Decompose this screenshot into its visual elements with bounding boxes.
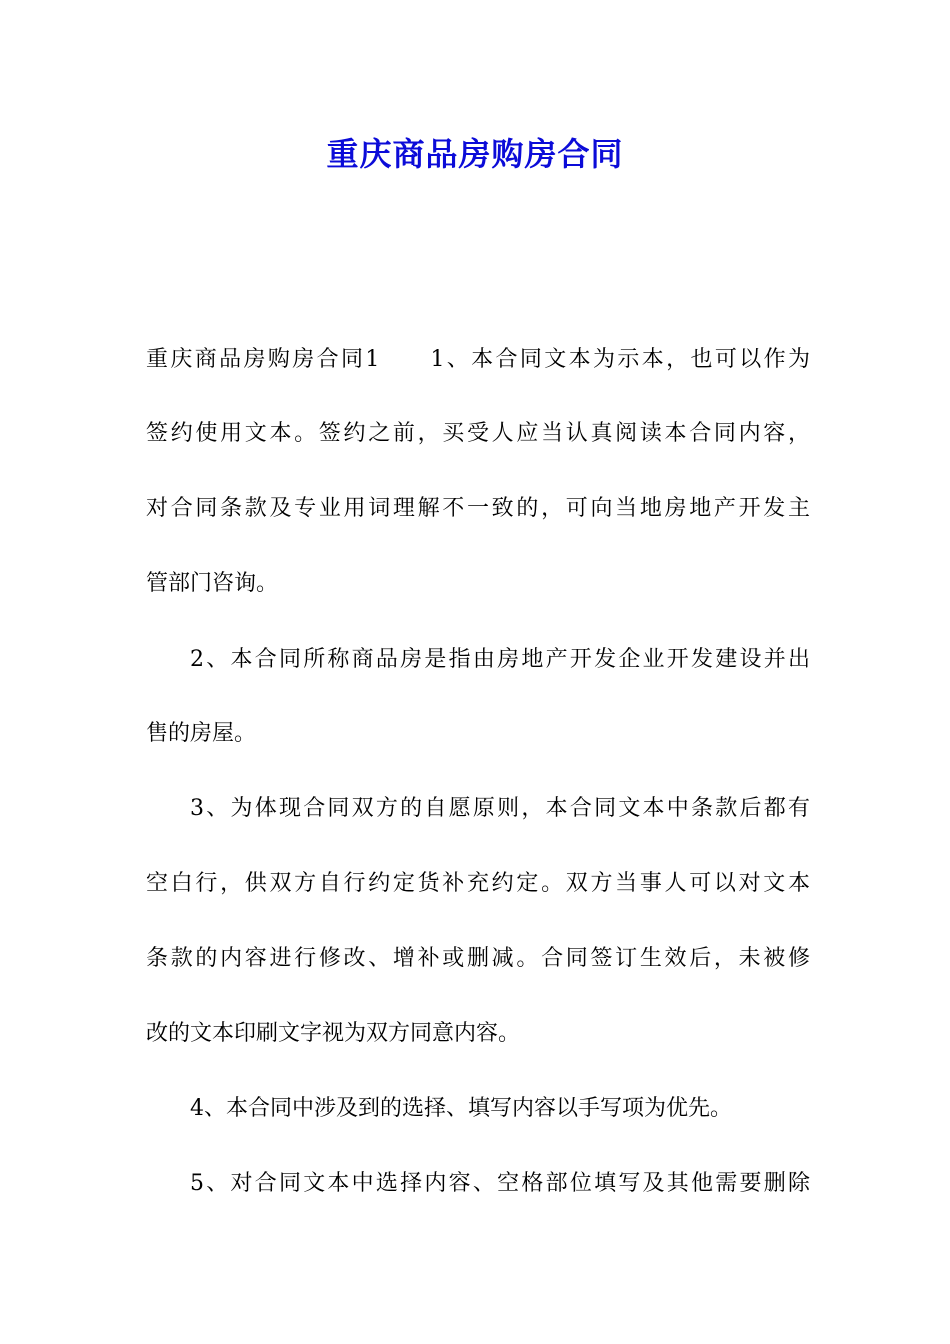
paragraph-3-line-1: 3、为体现合同双方的自愿原则，本合同文本中条款后都有 — [190, 796, 810, 821]
paragraph-1-line-1: 重庆商品房购房合同1 1、本合同文本为示本，也可以作为 — [146, 347, 810, 372]
paragraph-4-line-1: 4、本合同中涉及到的选择、填写内容以手写项为优先。 — [190, 1096, 732, 1121]
paragraph-1-line-2: 签约使用文本。签约之前，买受人应当认真阅读本合同内容， — [146, 421, 810, 446]
paragraph-3-line-3: 条款的内容进行修改、增补或删减。合同签订生效后，未被修 — [146, 946, 810, 971]
document-title: 重庆商品房购房合同 — [326, 135, 624, 173]
paragraph-3-line-4: 改的文本印刷文字视为双方同意内容。 — [146, 1021, 521, 1046]
paragraph-3-line-2: 空白行，供双方自行约定货补充约定。双方当事人可以对文本 — [146, 871, 810, 896]
paragraph-2-line-1: 2、本合同所称商品房是指由房地产开发企业开发建设并出 — [190, 647, 810, 672]
paragraph-2-line-2: 售的房屋。 — [146, 721, 257, 746]
paragraph-1-line-4: 管部门咨询。 — [146, 571, 279, 596]
paragraph-5-line-1: 5、对合同文本中选择内容、空格部位填写及其他需要删除 — [190, 1171, 810, 1196]
paragraph-1-line-3: 对合同条款及专业用词理解不一致的，可向当地房地产开发主 — [146, 496, 810, 521]
